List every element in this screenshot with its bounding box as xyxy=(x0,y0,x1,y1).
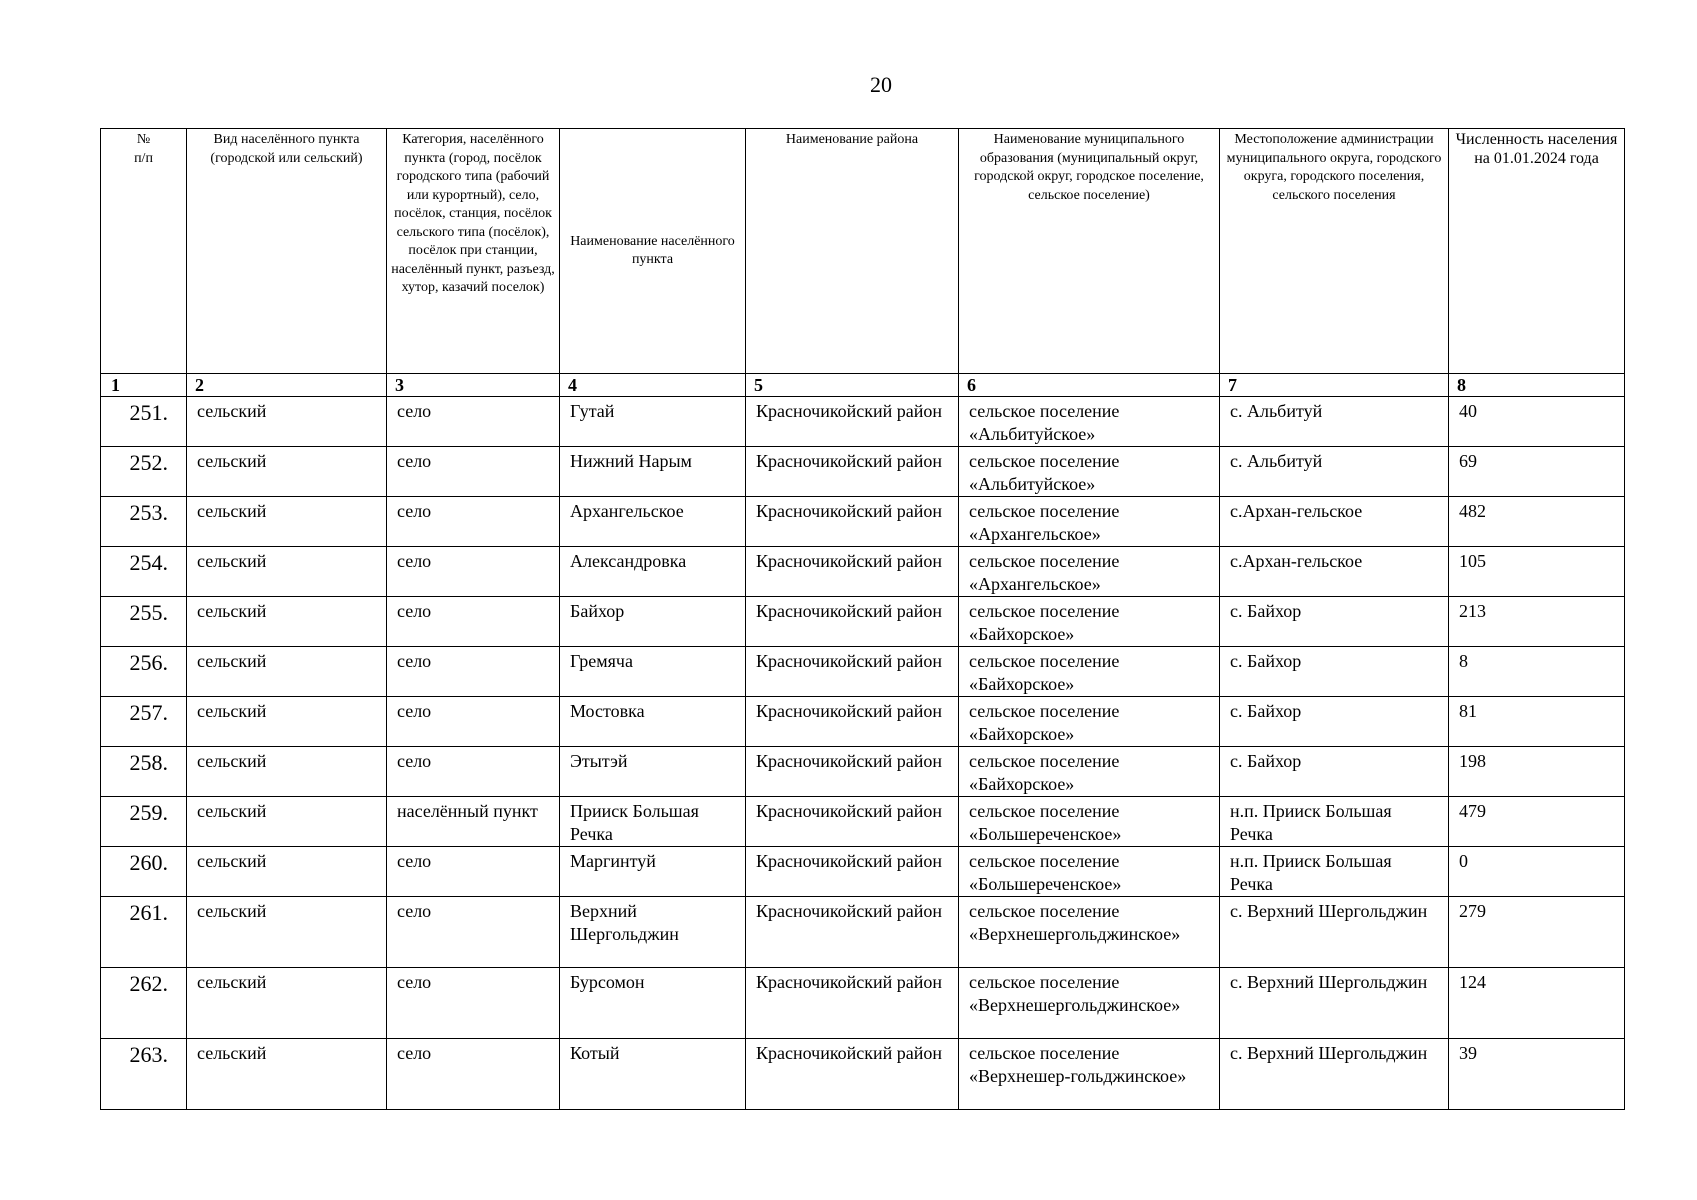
table-row xyxy=(101,647,1625,697)
settlement-type: сельский xyxy=(187,447,387,497)
column-number: 5 xyxy=(746,374,959,397)
column-number: 6 xyxy=(959,374,1220,397)
column-number: 7 xyxy=(1220,374,1449,397)
table-row xyxy=(101,447,1625,497)
municipality-name: сельское поселение «Верхнешергольджинское» xyxy=(959,968,1220,1039)
admin-location: с. Альбитуй xyxy=(1220,447,1449,497)
table-row xyxy=(101,697,1625,747)
column-number: 8 xyxy=(1449,374,1625,397)
settlement-type: сельский xyxy=(187,747,387,797)
population: 105 xyxy=(1449,547,1625,597)
row-number: 252. xyxy=(101,447,187,497)
district-name: Красночикойский район xyxy=(746,1039,959,1110)
settlement-type: сельский xyxy=(187,547,387,597)
row-number: 258. xyxy=(101,747,187,797)
population: 40 xyxy=(1449,397,1625,447)
row-number: 251. xyxy=(101,397,187,447)
settlement-category: село xyxy=(387,497,560,547)
population: 124 xyxy=(1449,968,1625,1039)
settlement-name: Александровка xyxy=(560,547,746,597)
settlement-category: село xyxy=(387,697,560,747)
admin-location: с. Байхор xyxy=(1220,747,1449,797)
municipality-name: сельское поселение «Большереченское» xyxy=(959,847,1220,897)
settlement-category: село xyxy=(387,597,560,647)
column-number: 4 xyxy=(560,374,746,397)
admin-location: н.п. Прииск Большая Речка xyxy=(1220,797,1449,847)
settlement-name: Мостовка xyxy=(560,697,746,747)
settlement-category: село xyxy=(387,547,560,597)
population: 482 xyxy=(1449,497,1625,547)
column-number: 3 xyxy=(387,374,560,397)
header-cell: Наименование населённого пункта xyxy=(560,129,746,374)
settlements-table xyxy=(100,128,1625,1110)
municipality-name: сельское поселение «Альбитуйское» xyxy=(959,447,1220,497)
settlement-category: село xyxy=(387,747,560,797)
settlement-name: Верхний Шергольджин xyxy=(560,897,746,968)
row-number: 253. xyxy=(101,497,187,547)
row-number: 261. xyxy=(101,897,187,968)
table-row xyxy=(101,497,1625,547)
district-name: Красночикойский район xyxy=(746,447,959,497)
settlement-name: Архангельское xyxy=(560,497,746,547)
admin-location: с. Байхор xyxy=(1220,597,1449,647)
settlement-type: сельский xyxy=(187,497,387,547)
admin-location: с. Альбитуй xyxy=(1220,397,1449,447)
admin-location: с.Архан-гельское xyxy=(1220,497,1449,547)
settlement-type: сельский xyxy=(187,797,387,847)
municipality-name: сельское поселение «Архангельское» xyxy=(959,547,1220,597)
admin-location: с. Байхор xyxy=(1220,647,1449,697)
district-name: Красночикойский район xyxy=(746,797,959,847)
header-cell: Численность населения на 01.01.2024 года xyxy=(1449,129,1625,374)
municipality-name: сельское поселение «Байхорское» xyxy=(959,597,1220,647)
settlement-name: Байхор xyxy=(560,597,746,647)
municipality-name: сельское поселение «Большереченское» xyxy=(959,797,1220,847)
settlement-type: сельский xyxy=(187,1039,387,1110)
settlement-type: сельский xyxy=(187,397,387,447)
table-row xyxy=(101,597,1625,647)
header-cell: Наименование муниципального образования (муниципальный округ, городской округ, городское поселение, сельское поселение) xyxy=(959,129,1220,374)
table-row xyxy=(101,397,1625,447)
population: 279 xyxy=(1449,897,1625,968)
settlement-category: село xyxy=(387,1039,560,1110)
settlement-name: Гремяча xyxy=(560,647,746,697)
header-row xyxy=(101,129,1625,374)
row-number: 256. xyxy=(101,647,187,697)
district-name: Красночикойский район xyxy=(746,697,959,747)
district-name: Красночикойский район xyxy=(746,968,959,1039)
settlement-type: сельский xyxy=(187,847,387,897)
settlement-category: село xyxy=(387,397,560,447)
municipality-name: сельское поселение «Байхорское» xyxy=(959,747,1220,797)
district-name: Красночикойский район xyxy=(746,847,959,897)
municipality-name: сельское поселение «Байхорское» xyxy=(959,697,1220,747)
table-row xyxy=(101,547,1625,597)
table-row xyxy=(101,797,1625,847)
table-row xyxy=(101,897,1625,968)
settlement-type: сельский xyxy=(187,697,387,747)
settlement-type: сельский xyxy=(187,647,387,697)
admin-location: с.Архан-гельское xyxy=(1220,547,1449,597)
page-number: 20 xyxy=(870,72,892,97)
column-number: 2 xyxy=(187,374,387,397)
row-number: 263. xyxy=(101,1039,187,1110)
settlement-name: Маргинтуй xyxy=(560,847,746,897)
settlement-type: сельский xyxy=(187,597,387,647)
row-number: 260. xyxy=(101,847,187,897)
municipality-name: сельское поселение «Архангельское» xyxy=(959,497,1220,547)
admin-location: с. Верхний Шергольджин xyxy=(1220,968,1449,1039)
district-name: Красночикойский район xyxy=(746,497,959,547)
population: 198 xyxy=(1449,747,1625,797)
district-name: Красночикойский район xyxy=(746,597,959,647)
row-number: 257. xyxy=(101,697,187,747)
municipality-name: сельское поселение «Верхнешер-гольджинское» xyxy=(959,1039,1220,1110)
header-cell: Категория, населённого пункта (город, посёлок городского типа (рабочий или курортный), село, посёлок, станция, посёлок сельского типа (посёлок), посёлок при станции, населённый пункт, разъезд, хутор, казачий поселок) xyxy=(387,129,560,374)
admin-location: с. Верхний Шергольджин xyxy=(1220,897,1449,968)
header-cell: Вид населённого пункта (городской или сельский) xyxy=(187,129,387,374)
population: 39 xyxy=(1449,1039,1625,1110)
header-cell: Наименование района xyxy=(746,129,959,374)
settlement-name: Прииск Большая Речка xyxy=(560,797,746,847)
settlement-type: сельский xyxy=(187,897,387,968)
settlement-name: Этытэй xyxy=(560,747,746,797)
district-name: Красночикойский район xyxy=(746,547,959,597)
header-cell: Местоположение администрации муниципального округа, городского округа, городского поселения, сельского поселения xyxy=(1220,129,1449,374)
column-number: 1 xyxy=(101,374,187,397)
population: 0 xyxy=(1449,847,1625,897)
table-row xyxy=(101,847,1625,897)
settlement-category: село xyxy=(387,968,560,1039)
table-row xyxy=(101,747,1625,797)
settlement-category: село xyxy=(387,897,560,968)
population: 479 xyxy=(1449,797,1625,847)
header-cell: № п/п xyxy=(101,129,187,374)
population: 213 xyxy=(1449,597,1625,647)
district-name: Красночикойский район xyxy=(746,647,959,697)
settlement-name: Гутай xyxy=(560,397,746,447)
row-number: 254. xyxy=(101,547,187,597)
table-row xyxy=(101,1039,1625,1110)
population: 69 xyxy=(1449,447,1625,497)
row-number: 255. xyxy=(101,597,187,647)
row-number: 262. xyxy=(101,968,187,1039)
district-name: Красночикойский район xyxy=(746,397,959,447)
population: 8 xyxy=(1449,647,1625,697)
settlement-category: населённый пункт xyxy=(387,797,560,847)
settlement-name: Бурсомон xyxy=(560,968,746,1039)
district-name: Красночикойский район xyxy=(746,747,959,797)
settlement-category: село xyxy=(387,647,560,697)
district-name: Красночикойский район xyxy=(746,897,959,968)
column-number-row xyxy=(101,374,1625,397)
municipality-name: сельское поселение «Верхнешергольджинское» xyxy=(959,897,1220,968)
admin-location: с. Байхор xyxy=(1220,697,1449,747)
row-number: 259. xyxy=(101,797,187,847)
settlement-name: Котый xyxy=(560,1039,746,1110)
municipality-name: сельское поселение «Альбитуйское» xyxy=(959,397,1220,447)
settlement-category: село xyxy=(387,847,560,897)
population: 81 xyxy=(1449,697,1625,747)
settlement-type: сельский xyxy=(187,968,387,1039)
settlement-category: село xyxy=(387,447,560,497)
admin-location: с. Верхний Шергольджин xyxy=(1220,1039,1449,1110)
table-row xyxy=(101,968,1625,1039)
admin-location: н.п. Прииск Большая Речка xyxy=(1220,847,1449,897)
municipality-name: сельское поселение «Байхорское» xyxy=(959,647,1220,697)
settlement-name: Нижний Нарым xyxy=(560,447,746,497)
